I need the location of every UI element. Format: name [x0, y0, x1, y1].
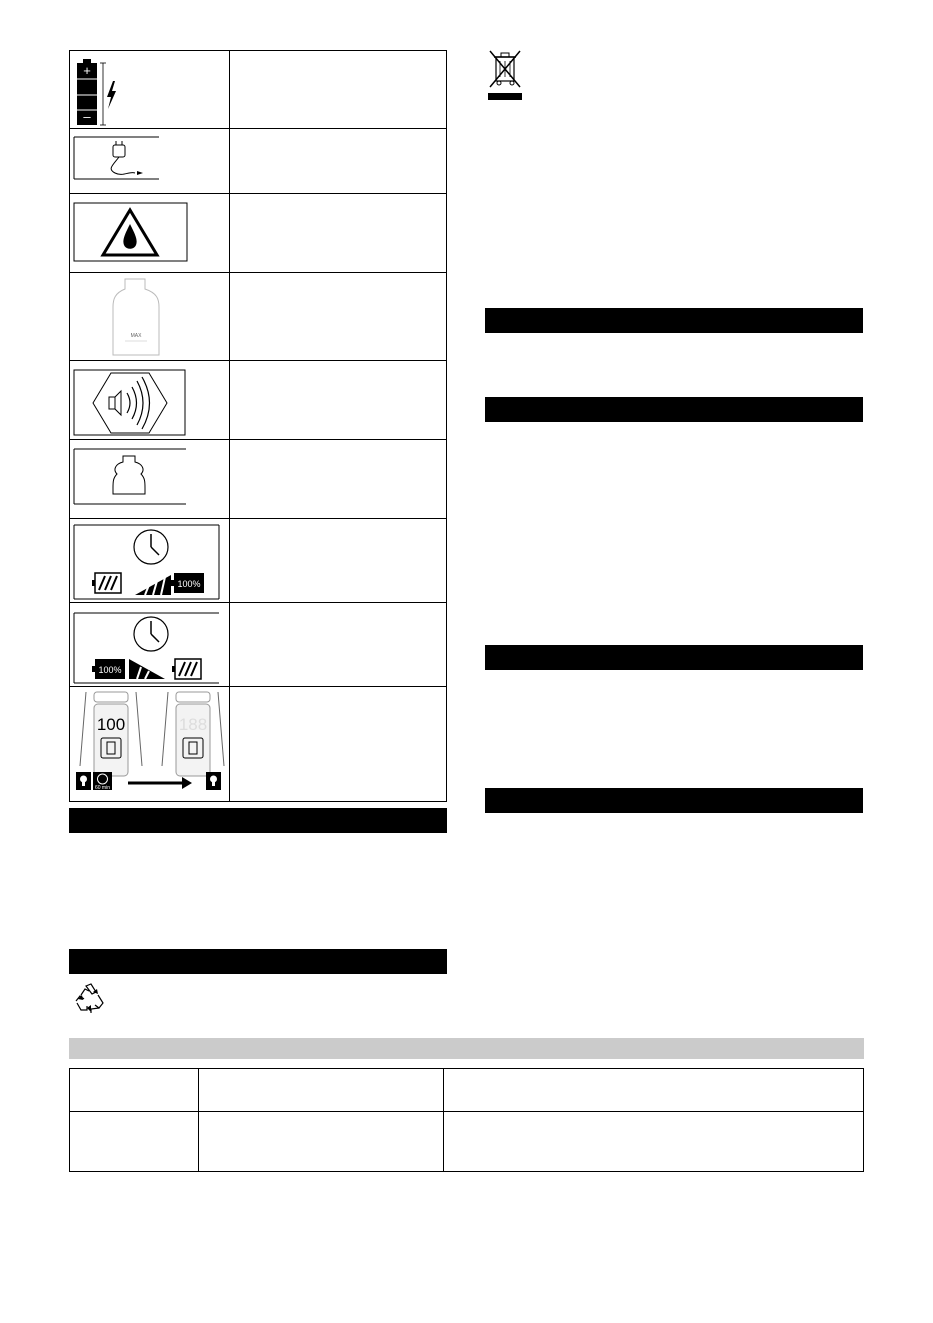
table-cell	[199, 1069, 444, 1111]
symbol-description	[230, 361, 446, 439]
symbol-description	[230, 687, 446, 801]
timer-icon	[93, 772, 112, 791]
table-cell	[199, 1112, 444, 1171]
symbol-table	[69, 50, 447, 802]
display-timeout-icon	[72, 688, 228, 800]
timeout-label: 60 min	[94, 785, 111, 791]
symbol-row-display-timeout	[70, 687, 446, 801]
bottle-icon	[107, 275, 167, 359]
charger-plug-icon	[73, 135, 163, 185]
symbol-row-battery	[70, 51, 446, 129]
symbol-description	[230, 194, 446, 272]
full-percent-label: 100%	[98, 665, 122, 675]
symbol-description	[230, 51, 446, 128]
bottle-max-label: MAX	[130, 333, 142, 339]
section-heading-bar	[485, 645, 863, 670]
recycling-icon	[73, 981, 107, 1015]
symbol-description	[230, 273, 446, 360]
symbol-row-sound	[70, 361, 446, 440]
section-heading-bar	[69, 949, 447, 974]
clock-icon	[134, 530, 168, 564]
table-row	[70, 1069, 863, 1112]
table-cell	[70, 1112, 199, 1171]
table-cell	[444, 1112, 863, 1171]
weight-icon	[73, 448, 189, 508]
symbol-description	[230, 440, 446, 518]
clock-icon	[134, 617, 168, 651]
symbol-description	[230, 519, 446, 602]
symbol-row-liquid-warning	[70, 194, 446, 273]
symbol-row-bottle	[70, 273, 446, 361]
spec-table	[69, 1068, 864, 1172]
table-cell	[70, 1069, 199, 1111]
table-cell	[444, 1069, 863, 1111]
table-row	[70, 1112, 863, 1171]
sound-level-icon	[73, 369, 187, 437]
symbol-row-runtime	[70, 603, 446, 687]
symbol-row-charger	[70, 129, 446, 194]
light-on-icon	[76, 772, 91, 790]
section-heading-bar	[69, 808, 447, 833]
section-heading-bar	[485, 397, 863, 422]
section-heading-bar	[485, 788, 863, 813]
battery-icon	[73, 53, 133, 129]
charging-time-icon	[73, 523, 223, 601]
charged-percent-label: 100%	[177, 579, 201, 589]
svg-text:188: 188	[178, 715, 208, 734]
runtime-icon	[73, 607, 223, 685]
display-reading: 100	[96, 715, 126, 734]
symbol-description	[230, 603, 446, 686]
svg-text:–: –	[83, 109, 91, 124]
symbol-row-weight	[70, 440, 446, 519]
technical-data-heading	[69, 1038, 864, 1059]
light-off-icon	[206, 772, 221, 790]
liquid-warning-icon	[73, 202, 189, 264]
symbol-description	[230, 129, 446, 193]
symbol-row-charging-time	[70, 519, 446, 603]
svg-text:+: +	[83, 63, 91, 78]
section-heading-bar	[485, 308, 863, 333]
weee-crossed-bin-icon	[486, 47, 524, 103]
